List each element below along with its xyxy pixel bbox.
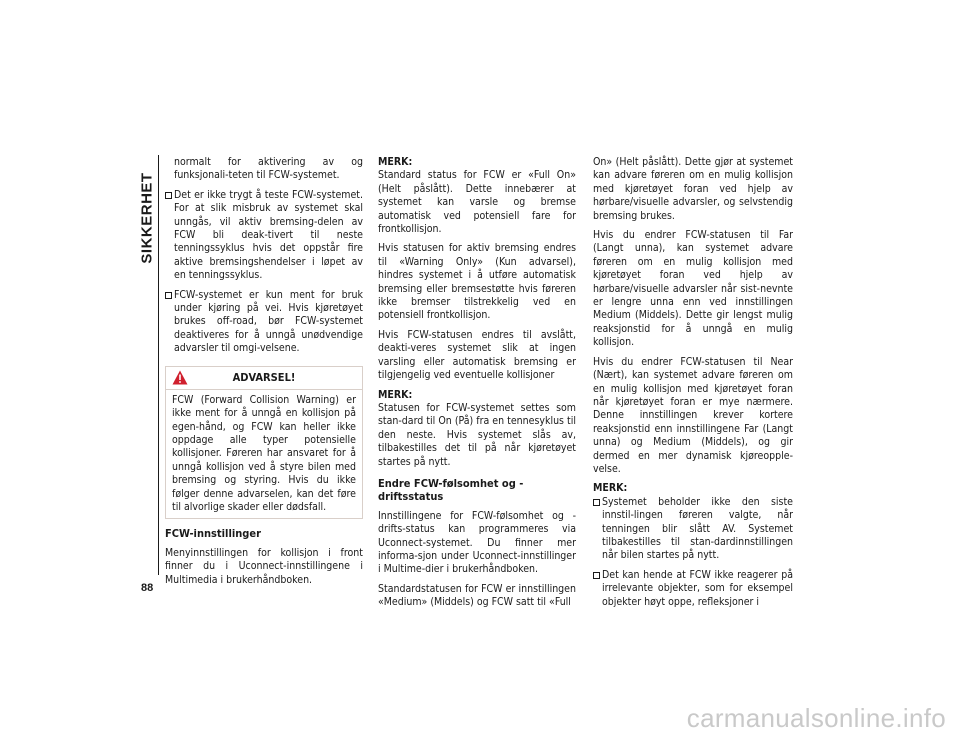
page-number: 88 xyxy=(141,582,154,594)
intro-continuation: normalt for aktivering av og funksjonali-teten til FCW-systemet. xyxy=(174,156,363,182)
note-text: Statusen for FCW-systemet settes som stan-dard til On (På) fra en tennesyklus til den neste. Hvis systemet slås av, tilbakestilles det til på når kjøretøyet startes på nytt. xyxy=(378,401,576,468)
note-label: MERK: xyxy=(593,482,628,495)
warning-header xyxy=(166,367,362,390)
checkbox-bullet-icon xyxy=(593,499,600,506)
note-text: Standard status for FCW er «Full On» (Helt påslått). Dette innebærer at systemet kan varsle og bremse automatisk ved potensiell fare for frontkollisjon. xyxy=(378,169,576,236)
paragraph: Standardstatusen for FCW er innstillingen «Medium» (Middels) og FCW satt til «Full xyxy=(378,582,576,609)
section-heading: FCW-innstillinger xyxy=(165,527,261,541)
paragraph: Hvis FCW-statusen endres til avslått, deakti-veres systemet slik at ingen varsling eller automatisk bremsing er tilgjengelig ved eventuelle kollisjoner xyxy=(378,328,576,382)
note-label: MERK: xyxy=(378,388,413,401)
column-2 xyxy=(378,156,576,616)
warning-text: FCW (Forward Collision Warning) er ikke ment for å unngå en kollisjon på egen-hånd, og FCW kan heller ikke oppdage alle typer potensielle kollisjoner. Føreren har ansvaret for å unngå kollisjon ved å styre bilen med bremsing og styring. Hvis du ikke følger denne advarselen, kan det føre til alvorlige skader eller dødsfall. xyxy=(172,393,356,513)
list-item: Systemet beholder ikke den siste innstil-lingen føreren valgte, når tenningen blir slått AV. Systemet tilbakestilles til stan-dardinnstillingen når bilen startes på nytt. xyxy=(593,496,793,563)
watermark: carmanualsonline.info xyxy=(686,703,946,733)
list-item: Det kan hende at FCW ikke reagerer på irrelevante objekter, som for eksempel objekter høyt oppe, refleksjoner i xyxy=(593,569,793,609)
section-divider xyxy=(158,155,159,575)
paragraph: Innstillingene for FCW-følsomhet og -drifts-status kan programmeres via Uconnect-systemet. Du finner mer informa-sjon under Uconnect-innstillinger i Multime-dier i brukerhåndboken. xyxy=(378,509,576,576)
column-1 xyxy=(165,156,363,593)
warning-box xyxy=(165,366,363,520)
warning-title: ADVARSEL! xyxy=(232,370,296,384)
section-title: SIKKERHET xyxy=(138,172,156,264)
checkbox-bullet-icon xyxy=(593,572,600,579)
paragraph: Hvis du endrer FCW-statusen til Far (Langt unna), kan systemet advare føreren om en mulig kollisjon med kjøretøyet foran ved hjelp av hørbare/visuelle advarsler når sist-nevnte er lengre unna enn ved innstillingen Medium (Middels). Dette gir lengst mulig reaksjonstid for å unngå en mulig kollisjon. xyxy=(593,229,793,349)
column-3 xyxy=(593,156,793,615)
paragraph: Hvis du endrer FCW-statusen til Near (Nært), kan systemet advare føreren om en mulig kollisjon med kjøretøyet foran når kjøretøyet foran er mye nærmere. Denne innstillingen krever kortere reaksjonstid enn innstillingene Far (Langt unna) og Medium (Middels), og gir dermed en mer dynamisk kjøreopple-velse. xyxy=(593,355,793,475)
paragraph: Hvis statusen for aktiv bremsing endres til «Warning Only» (Kun advarsel), hindres systemet i å utføre automatisk bremsing eller bremsestøtte hvis føreren ikke bremser tilstrekkelig ved en potensiell frontkollisjon. xyxy=(378,242,576,322)
section-heading: Endre FCW-følsomhet og -driftsstatus xyxy=(378,476,524,504)
warning-triangle-icon xyxy=(172,370,188,385)
paragraph: Menyinnstillingen for kollisjon i front finner du i Uconnect-innstillingene i Multimedia i brukerhåndboken. xyxy=(165,546,363,586)
paragraph: On» (Helt påslått). Dette gjør at systemet kan advare føreren om en mulig kollisjon med kjøretøyet foran ved hjelp av hørbare/visuelle advarsler, og selvstendig bremsing brukes. xyxy=(593,156,793,222)
note-label: MERK: xyxy=(378,156,413,168)
checkbox-bullet-icon xyxy=(165,192,172,199)
checkbox-bullet-icon xyxy=(165,292,172,299)
list-item: FCW-systemet er kun ment for bruk under kjøring på vei. Hvis kjøretøyet brukes off-road, bør FCW-systemet deaktiveres for å unngå unødvendige advarsler til omgi-velsene. xyxy=(165,289,363,356)
section-tab xyxy=(138,172,156,264)
list-item: Det er ikke trygt å teste FCW-systemet. For at slik misbruk av systemet skal unngås, vil aktiv bremsing-delen av FCW bli deak-tivert til neste tenningssyklus hvis det oppstår fire aktive bremsingshendelser i løpet av en tenningssyklus. xyxy=(165,189,363,283)
